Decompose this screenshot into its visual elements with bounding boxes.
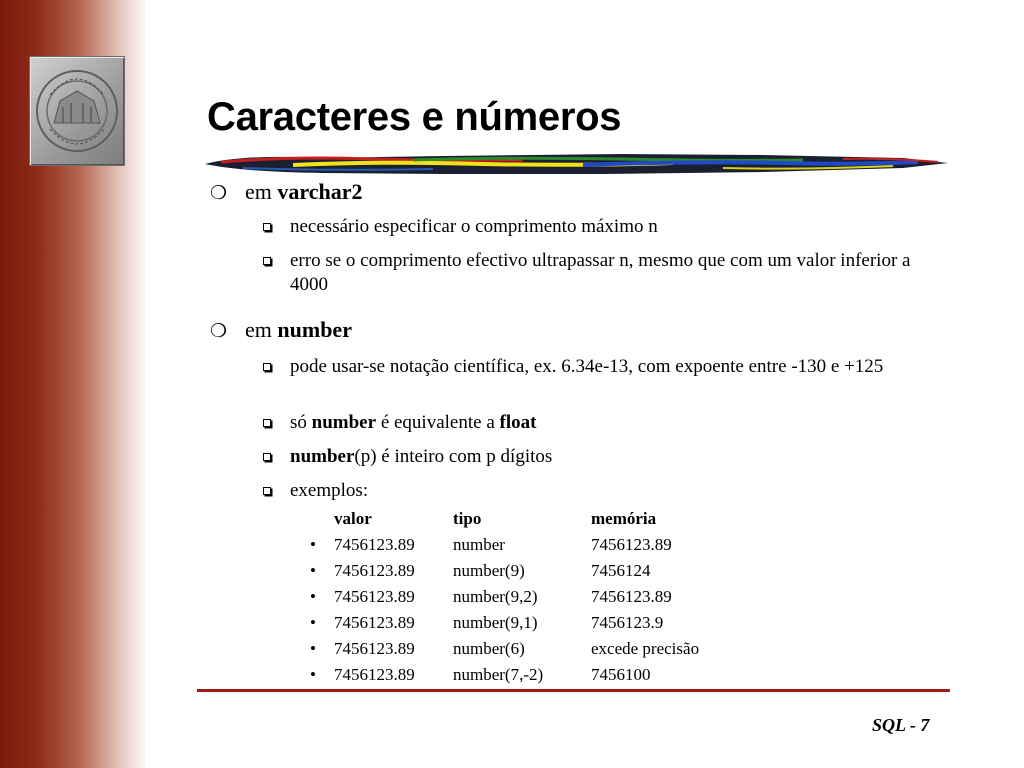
slide-footer: SQL - 7 (872, 715, 930, 735)
square-bullet-icon (263, 419, 271, 427)
header-tipo: tipo (453, 509, 482, 528)
cell-tipo: number(9,2) (453, 587, 538, 606)
keyword-number: number (311, 412, 377, 433)
cell-valor: 7456123.89 (334, 639, 415, 658)
square-bullet-icon (263, 363, 271, 371)
bullet-dot: • (310, 587, 316, 606)
keyword-number: number (277, 317, 352, 342)
cell-memoria: 7456124 (591, 561, 651, 580)
cell-tipo: number(9) (453, 561, 525, 580)
sub-bullet-text: (p) é inteiro com p dígitos (354, 446, 553, 467)
sub-bullet-text: é equivalente a (380, 412, 495, 433)
bullet-dot: • (310, 613, 316, 632)
keyword-float: float (499, 412, 537, 433)
sub-bullet (290, 411, 950, 435)
cell-tipo: number(9,1) (453, 613, 538, 632)
bullet-number (210, 317, 352, 343)
slide-title: Caracteres e números (207, 95, 622, 139)
cell-memoria: 7456123.89 (591, 535, 672, 554)
bullet-prefix: em (245, 317, 272, 342)
bullet-dot: • (310, 665, 316, 684)
brushstroke-divider (203, 150, 951, 180)
sub-bullet-text: erro se o comprimento efectivo ultrapassar n, mesmo que com um valor inferior a 4000 (290, 250, 911, 295)
header-memoria: memória (591, 509, 657, 528)
keyword-varchar2: varchar2 (277, 179, 363, 204)
cell-tipo: number(7,-2) (453, 665, 544, 684)
footer-rule (197, 689, 950, 692)
square-bullet-icon (263, 453, 271, 461)
square-bullet-icon (263, 223, 271, 231)
bullet-marker: ❍ (210, 321, 228, 342)
cell-memoria: 7456100 (591, 665, 651, 684)
bullet-prefix: em (245, 179, 272, 204)
bullet-varchar2 (210, 179, 363, 205)
bullet-dot: • (310, 561, 316, 580)
sub-bullet (290, 355, 950, 379)
cell-memoria: 7456123.9 (591, 613, 664, 632)
cell-memoria: 7456123.89 (591, 587, 672, 606)
keyword-number: number (290, 446, 355, 467)
cell-memoria: excede precisão (591, 639, 700, 658)
sub-bullet (290, 479, 950, 503)
sub-bullet (290, 445, 950, 469)
square-bullet-icon (263, 487, 271, 495)
sub-bullet-text: só (290, 412, 307, 433)
cell-valor: 7456123.89 (334, 665, 415, 684)
bullet-marker: ❍ (210, 183, 228, 204)
bullet-dot: • (310, 535, 316, 554)
sub-bullet-text: pode usar-se notação científica, ex. 6.34e-13, com expoente entre -130 e +125 (290, 356, 884, 377)
sub-bullet-text: necessário especificar o comprimento máximo n (290, 216, 658, 237)
sub-bullet (290, 215, 950, 239)
cell-tipo: number(6) (453, 639, 525, 658)
cell-valor: 7456123.89 (334, 613, 415, 632)
sub-bullet (290, 249, 950, 297)
square-bullet-icon (263, 257, 271, 265)
cell-valor: 7456123.89 (334, 561, 415, 580)
header-valor: valor (334, 509, 372, 528)
bullet-dot: • (310, 639, 316, 658)
cell-tipo: number (453, 535, 505, 554)
cell-valor: 7456123.89 (334, 535, 415, 554)
cell-valor: 7456123.89 (334, 587, 415, 606)
sub-bullet-text: exemplos: (290, 480, 369, 501)
university-seal-icon (29, 56, 125, 166)
